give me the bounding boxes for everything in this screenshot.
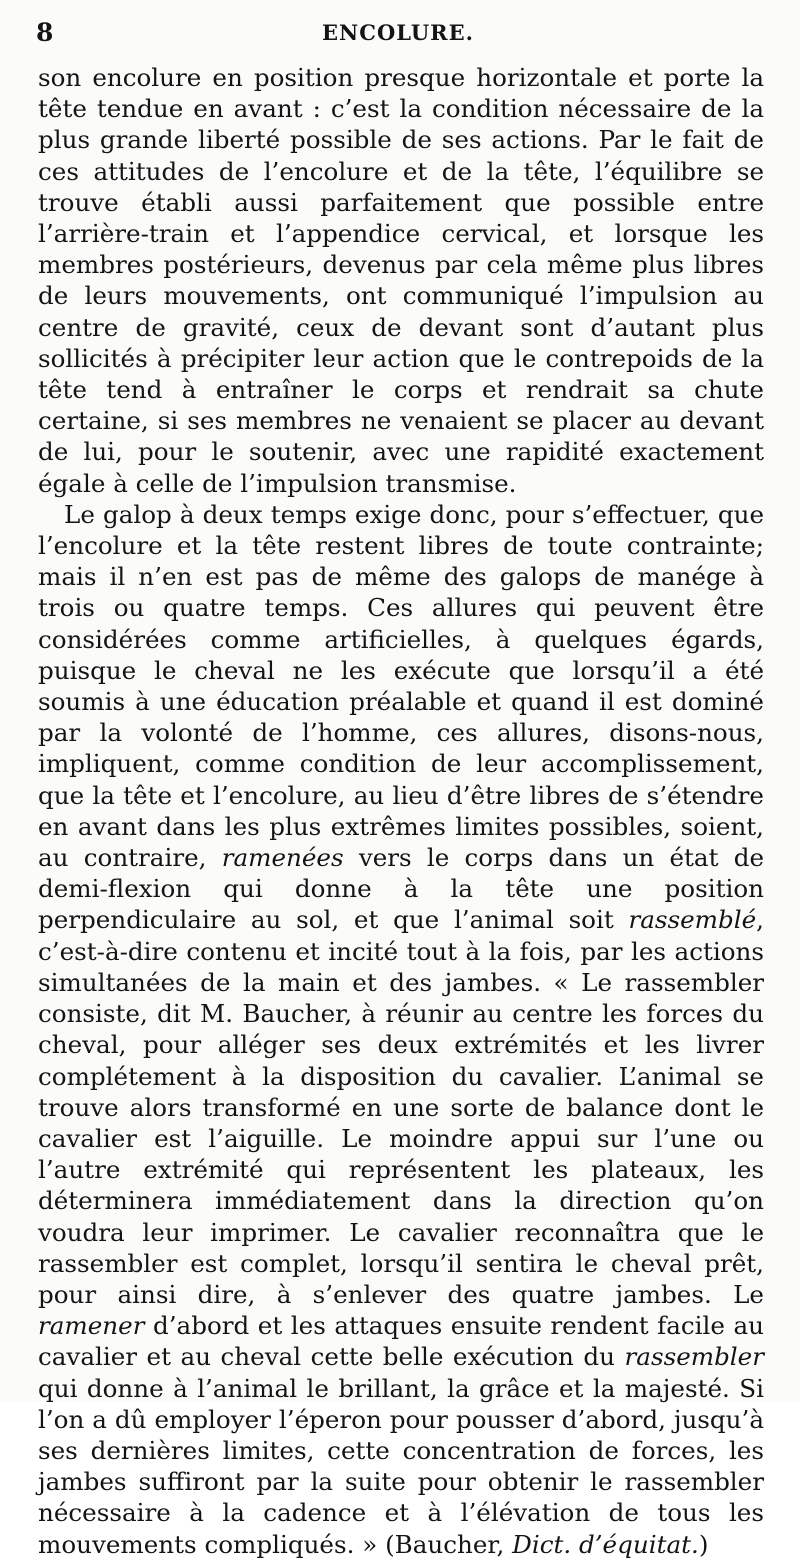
- page-number: 8: [36, 18, 54, 47]
- paragraph-2-text-a: Le galop à deux temps exige donc, pour s’effectuer, que l’encolure et la tête restent libres de toute contrainte; mais il n’en est pas de même des galops de manége à trois ou quatre temps. Ces allures qui peuvent être considérées comme artificielles, à quelques égards, puisque le cheval ne les exécute que lorsqu’il a été soumis à une éducation préalable et quand il est dominé par la volonté de l’homme, ces allures, disons-nous, impliquent, comme condition de leur accomplissement, que la tête et l’encolure, au lieu d’être libres de s’étendre en avant dans les plus extrêmes limites possibles, soient, au contraire,: [38, 499, 764, 873]
- paragraph-2-text-e: qui donne à l’animal le brillant, la grâce et la majesté. Si l’on a dû employer l’éperon pour pousser d’abord, jusqu’à ses dernières limites, cette concentration de forces, les jambes suffiront par la suite pour obtenir le rassembler nécessaire à la cadence et à l’élévation de tous les mouvements compliqués. » (Baucher,: [38, 1373, 764, 1559]
- italic-citation-source: Dict. d’équitat.: [512, 1529, 699, 1559]
- paragraph-2-text-d: d’abord et les attaques ensuite rendent facile au cavalier et au cheval cette belle exécution du: [38, 1311, 764, 1372]
- body-text: [38, 62, 764, 1560]
- italic-ramenees: ramenées: [221, 843, 344, 873]
- paragraph-1-text: son encolure en position presque horizontale et porte la tête tendue en avant : c’est la condition nécessaire de la plus grande liberté possible de ses actions. Par le fait de ces attitudes de l’encolure et de la tête, l’équilibre se trouve établi aussi parfaitement que possible entre l’arrière-train et l’appendice cervical, et lorsque les membres postérieurs, devenus par cela même plus libres de leurs mouvements, ont communiqué l’impulsion au centre de gravité, ceux de devant sont d’autant plus sollicités à précipiter leur action que le contrepoids de la tête tend à entraîner le corps et rendrait sa chute certaine, si ses membres ne venaient se placer au devant de lui, pour le soutenir, avec une rapidité exactement égale à celle de l’impulsion transmise.: [38, 63, 764, 498]
- paragraph-2-text-b: vers le corps dans un état de demi-flexion qui donne à la tête une position perpendiculaire au sol, et que l’animal soit: [38, 843, 765, 935]
- italic-rassembler: rassembler: [624, 1342, 764, 1372]
- paragraph-2-text-f: ): [698, 1529, 709, 1559]
- italic-rassemble: rassemblé: [628, 905, 757, 935]
- page-header: [36, 18, 760, 52]
- paragraph-1: [38, 62, 764, 499]
- running-head: ENCOLURE.: [322, 20, 474, 45]
- paragraph-2-text-c: , c’est-à-dire contenu et incité tout à la fois, par les actions simultanées de la main et des jambes. « Le rassembler consiste, dit M. Baucher, à réunir au centre les forces du cheval, pour alléger ses deux extrémités et les livrer complétement à la disposition du cavalier. L’animal se trouve alors transformé en une sorte de balance dont le cavalier est l’aiguille. Le moindre appui sur l’une ou l’autre extrémité qui représentent les plateaux, les déterminera immédiatement dans la direction qu’on voudra leur imprimer. Le cavalier reconnaîtra que le rassembler est complet, lorsqu’il sentira le cheval prêt, pour ainsi dire, à s’enlever des quatre jambes. Le: [38, 905, 764, 1309]
- italic-ramener: ramener: [38, 1311, 145, 1341]
